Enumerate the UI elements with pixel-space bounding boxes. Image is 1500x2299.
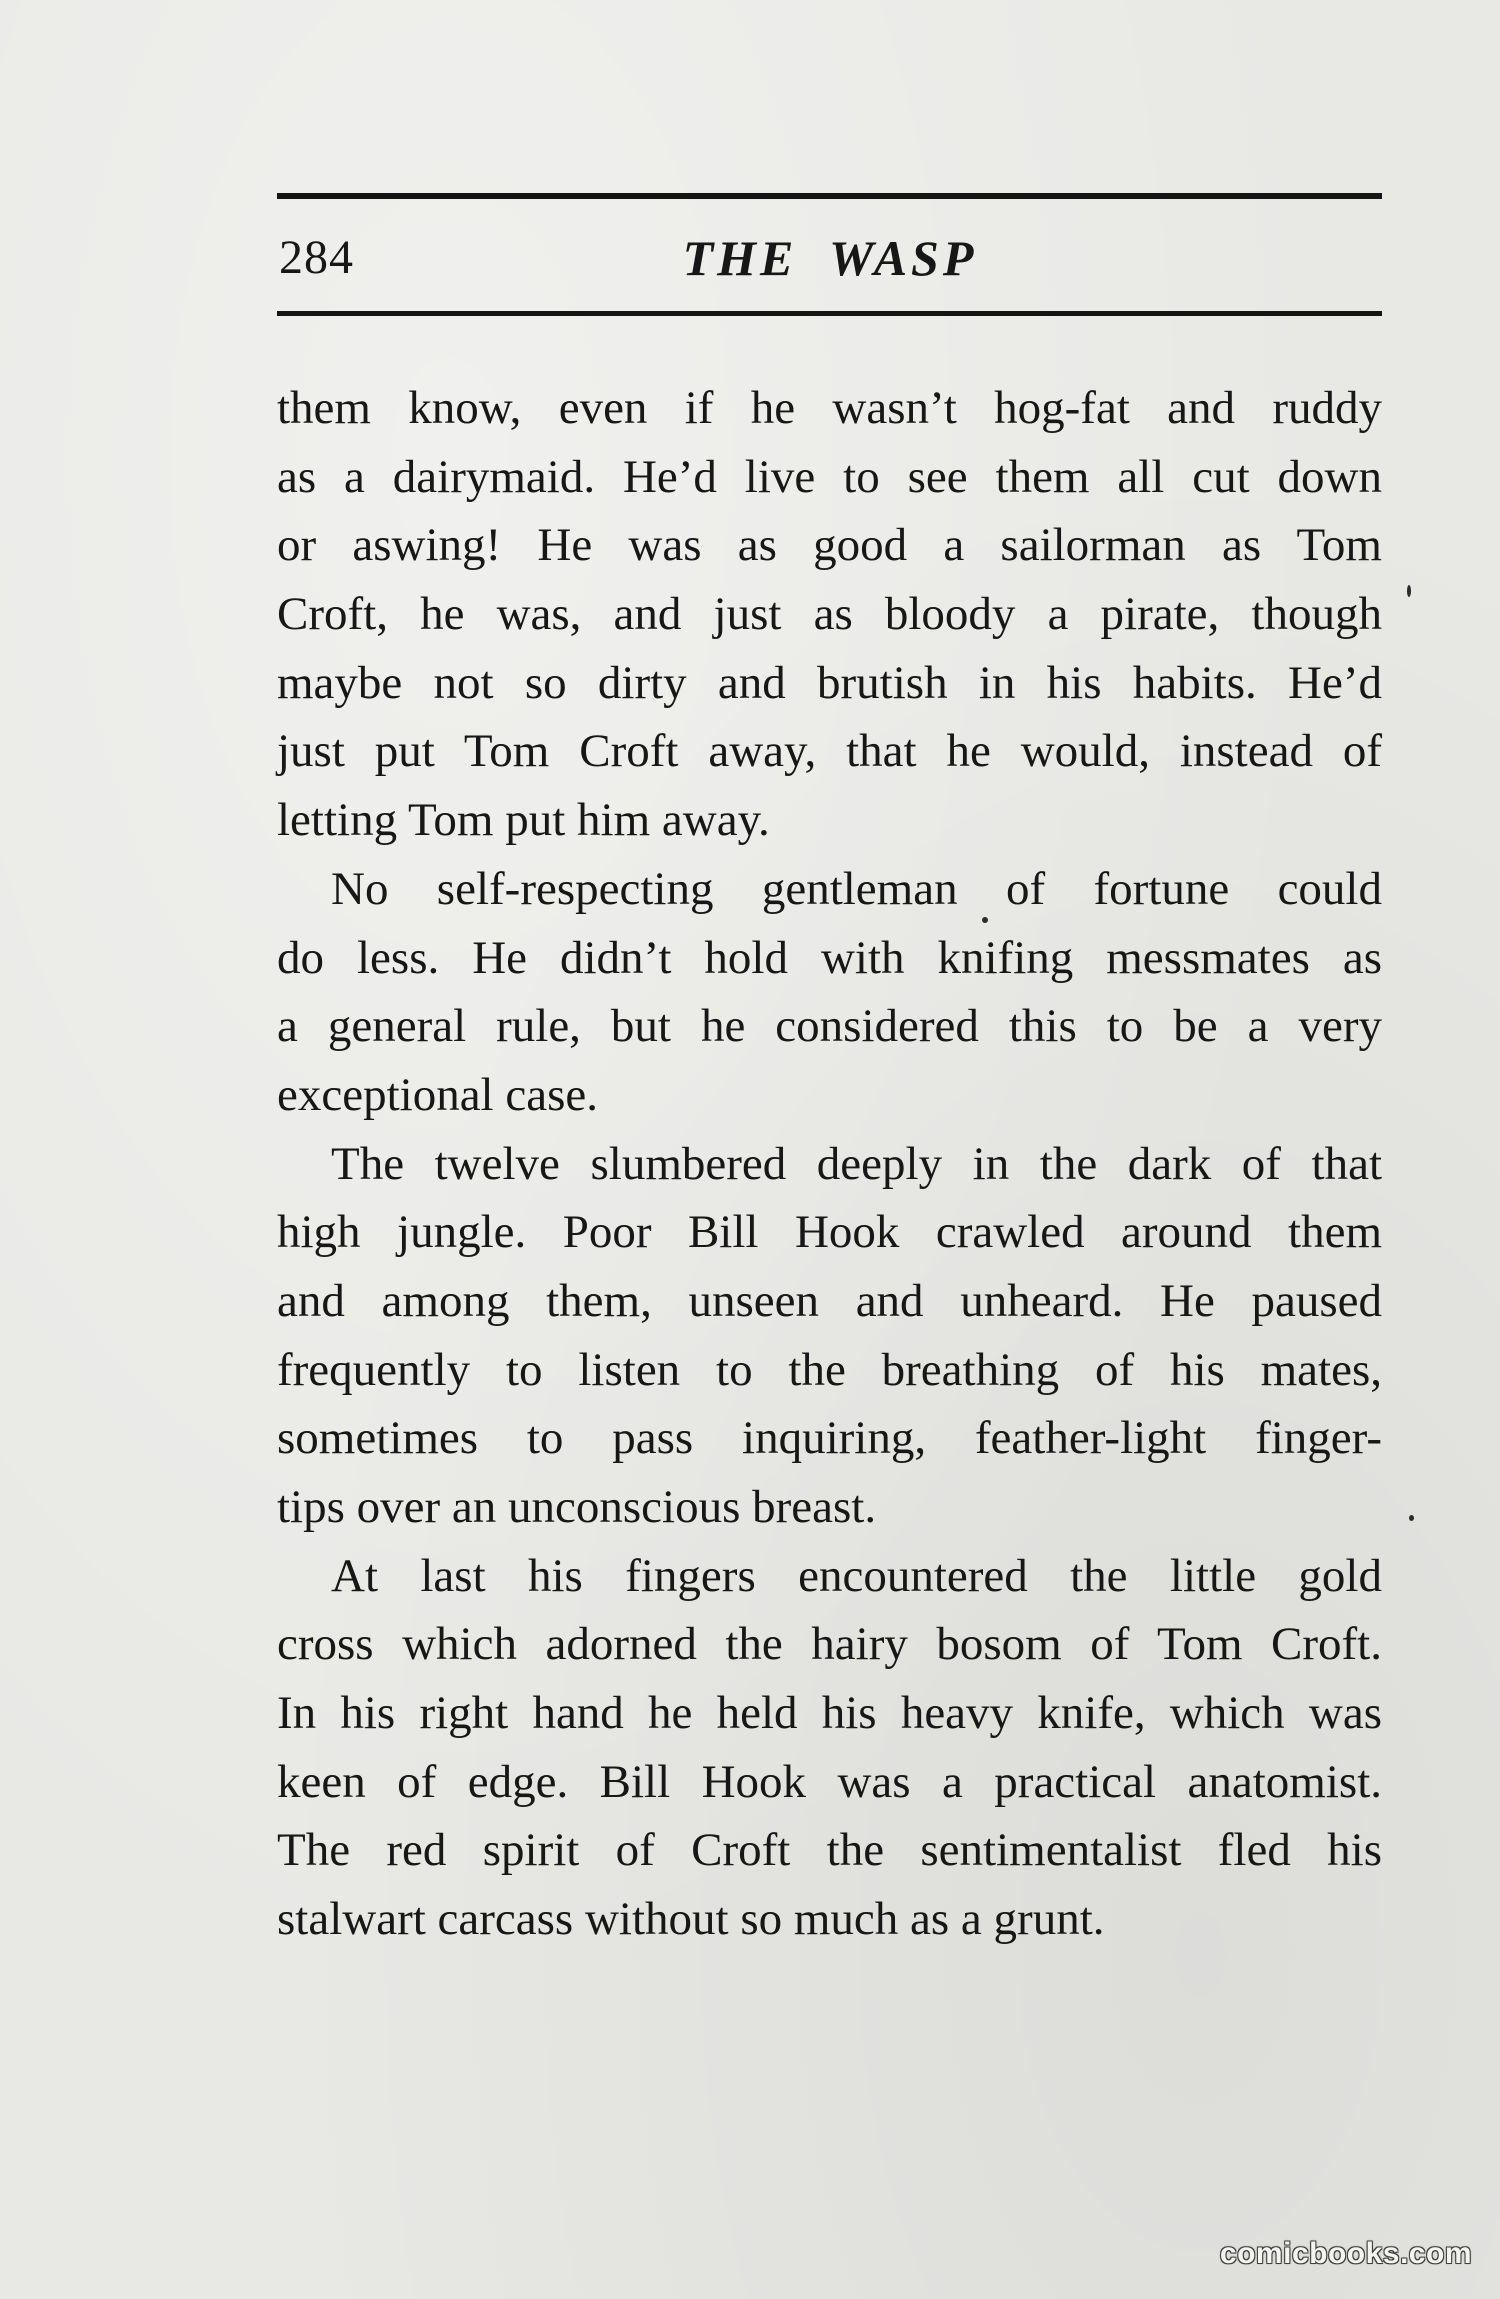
text-line: do less. He didn’t hold with knifing messmates as [277,931,1382,984]
paper-speck [982,917,988,923]
paper-speck [1409,1515,1414,1521]
running-title: THE WASP [682,230,978,286]
text-line: sometimes to pass inquiring, feather-light finger- [277,1412,1382,1465]
text-line: cross which adorned the hairy bosom of Tom Croft. [277,1618,1382,1671]
paper-speck [1407,585,1411,597]
text-line: In his right hand he held his heavy knife, which was [277,1687,1382,1740]
header-top-rule [277,193,1382,199]
page-number: 284 [279,231,354,284]
paragraph-start-line: At last his fingers encountered the little gold [331,1549,1382,1602]
text-line: tips over an unconscious breast. [277,1481,877,1533]
text-line: high jungle. Poor Bill Hook crawled around them [277,1206,1382,1259]
text-line: keen of edge. Bill Hook was a practical anatomist. [277,1755,1382,1808]
watermark-text: comicbooks.com [1219,2237,1472,2270]
text-line: letting Tom put him away. [277,794,770,847]
text-line: or aswing! He was as good a sailorman as Tom [277,519,1382,572]
text-line: a general rule, but he considered this to be a very [277,1000,1382,1053]
text-line: and among them, unseen and unheard. He paused [277,1274,1382,1327]
text-line: The red spirit of Croft the sentimentalist fled his [277,1824,1382,1877]
paragraph-start-line: The twelve slumbered deeply in the dark of that [331,1137,1382,1190]
text-line: as a dairymaid. He’d live to see them all cut down [277,450,1382,503]
header-bottom-rule [277,311,1382,316]
text-line: Croft, he was, and just as bloody a pirate, though [277,588,1382,641]
text-line: stalwart carcass without so much as a grunt. [277,1893,1105,1946]
text-line: exceptional case. [277,1068,598,1121]
body-text [277,374,1382,1954]
text-line: them know, even if he wasn’t hog-fat and ruddy [277,382,1382,434]
paragraph-start-line: No self-respecting gentleman of fortune could [331,862,1382,915]
text-line: frequently to listen to the breathing of his mates, [277,1343,1382,1396]
text-line: just put Tom Croft away, that he would, instead of [277,725,1382,778]
text-line: maybe not so dirty and brutish in his habits. He’d [277,656,1382,709]
